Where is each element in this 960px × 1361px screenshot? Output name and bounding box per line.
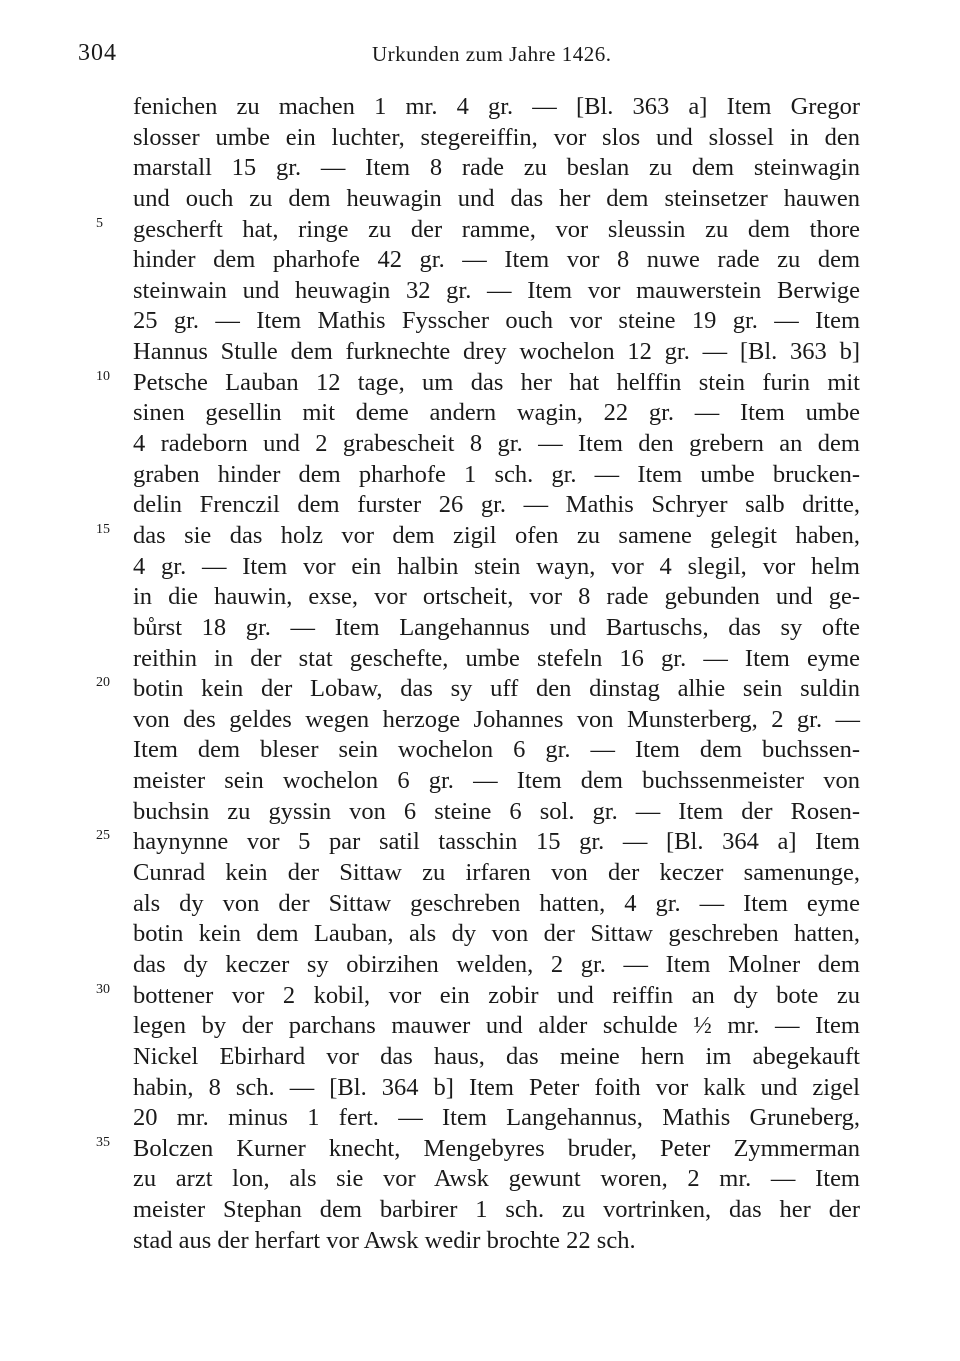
line-text: Cunrad kein der Sittaw zu irfaren von der keczer samenunge, <box>133 859 860 887</box>
line-text: und ouch zu dem heuwagin und das her dem steinsetzer hauwen <box>133 184 860 212</box>
line-text: meister Stephan dem barbirer 1 sch. zu vortrinken, das her der <box>133 1196 860 1224</box>
line-number: 5 <box>96 215 103 231</box>
line-number: 25 <box>96 828 110 844</box>
line-text: botin kein der Lobaw, das sy uff den dinstag alhie sein suldin <box>133 675 860 703</box>
line-text: das sie das holz vor dem zigil ofen zu samene gelegit haben, <box>133 521 860 549</box>
line-text: 20 mr. minus 1 fert. — Item Langehannus, Mathis Gruneberg, <box>133 1104 860 1132</box>
line-text: Hannus Stulle dem furknechte drey wochelon 12 gr. — [Bl. 363 b] <box>133 338 860 366</box>
line-text: in die hauwin, exse, vor ortscheit, vor 8 rade gebunden und ge- <box>133 583 860 611</box>
text-line <box>0 1134 960 1165</box>
text-line <box>0 705 960 736</box>
line-text: legen by der parchans mauwer und alder schulde ½ mr. — Item <box>133 1012 860 1040</box>
document-body <box>0 92 960 1256</box>
text-line <box>0 1042 960 1073</box>
line-number: 20 <box>96 675 110 691</box>
line-text: sinen gesellin mit deme andern wagin, 22 gr. — Item umbe <box>133 399 860 427</box>
line-text: Nickel Ebirhard vor das haus, das meine hern im abegekauft <box>133 1042 860 1070</box>
line-text: haynynne vor 5 par satil tasschin 15 gr. — [Bl. 364 a] Item <box>133 828 860 856</box>
line-text: graben hinder dem pharhofe 1 sch. gr. — Item umbe brucken- <box>133 460 860 488</box>
line-text: Bolczen Kurner knecht, Mengebyres bruder, Peter Zymmerman <box>133 1134 860 1162</box>
line-text: fenichen zu machen 1 mr. 4 gr. — [Bl. 363 a] Item Gregor <box>133 93 860 120</box>
text-line <box>0 215 960 246</box>
line-text: 4 radeborn und 2 grabescheit 8 gr. — Item den grebern an dem <box>133 430 860 458</box>
text-line <box>0 1195 960 1226</box>
line-text: als dy von der Sittaw geschreben hatten, 4 gr. — Item eyme <box>133 889 860 917</box>
line-text: von des geldes wegen herzoge Johannes von Munsterberg, 2 gr. — <box>133 705 860 733</box>
line-text: botin kein dem Lauban, als dy von der Sittaw geschreben hatten, <box>133 920 860 948</box>
line-text: stad aus der herfart vor Awsk wedir brochte 22 sch. <box>133 1226 636 1254</box>
text-line <box>0 429 960 460</box>
line-text: steinwain und heuwagin 32 gr. — Item vor mauwerstein Berwige <box>133 276 860 304</box>
text-line <box>0 276 960 307</box>
text-line <box>0 153 960 184</box>
text-line <box>0 1226 960 1257</box>
text-line <box>0 644 960 675</box>
running-head: Urkunden zum Jahre 1426. <box>372 42 612 66</box>
line-number: 35 <box>96 1134 110 1150</box>
text-line <box>0 613 960 644</box>
text-line <box>0 735 960 766</box>
text-line <box>0 184 960 215</box>
line-text: zu arzt lon, als sie vor Awsk gewunt woren, 2 mr. — Item <box>133 1165 860 1193</box>
line-number: 10 <box>96 368 110 384</box>
text-line <box>0 981 960 1012</box>
page-number: 304 <box>78 40 117 66</box>
text-line <box>0 398 960 429</box>
text-line <box>0 552 960 583</box>
text-line <box>0 337 960 368</box>
line-text: Petsche Lauban 12 tage, um das her hat helffin stein furin mit <box>133 368 860 396</box>
text-line <box>0 306 960 337</box>
text-line <box>0 950 960 981</box>
line-number: 30 <box>96 981 110 997</box>
text-line <box>0 1164 960 1195</box>
text-line <box>0 919 960 950</box>
line-text: bůrst 18 gr. — Item Langehannus und Bartuschs, das sy ofte <box>133 613 860 641</box>
line-text: reithin in der stat geschefte, umbe stefeln 16 gr. — Item eyme <box>133 644 860 672</box>
text-line <box>0 674 960 705</box>
line-text: habin, 8 sch. — [Bl. 364 b] Item Peter foith vor kalk und zigel <box>133 1073 860 1101</box>
text-line <box>0 889 960 920</box>
text-line <box>0 858 960 889</box>
text-line <box>0 1073 960 1104</box>
line-text: meister sein wochelon 6 gr. — Item dem buchssenmeister von <box>133 767 860 795</box>
text-line <box>0 521 960 552</box>
text-line <box>0 92 960 123</box>
line-text: 4 gr. — Item vor ein halbin stein wayn, vor 4 slegil, vor helm <box>133 552 860 580</box>
text-line <box>0 766 960 797</box>
text-line <box>0 797 960 828</box>
line-text: 25 gr. — Item Mathis Fysscher ouch vor steine 19 gr. — Item <box>133 307 860 335</box>
line-number: 15 <box>96 521 110 537</box>
text-line <box>0 490 960 521</box>
text-line <box>0 582 960 613</box>
line-text: marstall 15 gr. — Item 8 rade zu beslan zu dem steinwagin <box>133 154 860 182</box>
text-line <box>0 460 960 491</box>
line-text: buchsin zu gyssin von 6 steine 6 sol. gr. — Item der Rosen- <box>133 797 860 825</box>
line-text: bottener vor 2 kobil, vor ein zobir und reiffin an dy bote zu <box>133 981 860 1009</box>
line-text: Item dem bleser sein wochelon 6 gr. — Item dem buchssen- <box>133 736 860 764</box>
line-text: gescherft hat, ringe zu der ramme, vor sleussin zu dem thore <box>133 215 860 243</box>
text-line <box>0 368 960 399</box>
text-line <box>0 827 960 858</box>
text-line <box>0 1103 960 1134</box>
line-text: slosser umbe ein luchter, stegereiffin, vor slos und slossel in den <box>133 123 860 151</box>
text-line <box>0 245 960 276</box>
text-line <box>0 123 960 154</box>
text-line <box>0 1011 960 1042</box>
line-text: delin Frenczil dem furster 26 gr. — Mathis Schryer salb dritte, <box>133 491 860 519</box>
line-text: hinder dem pharhofe 42 gr. — Item vor 8 nuwe rade zu dem <box>133 246 860 274</box>
line-text: das dy keczer sy obirzihen welden, 2 gr. — Item Molner dem <box>133 950 860 978</box>
